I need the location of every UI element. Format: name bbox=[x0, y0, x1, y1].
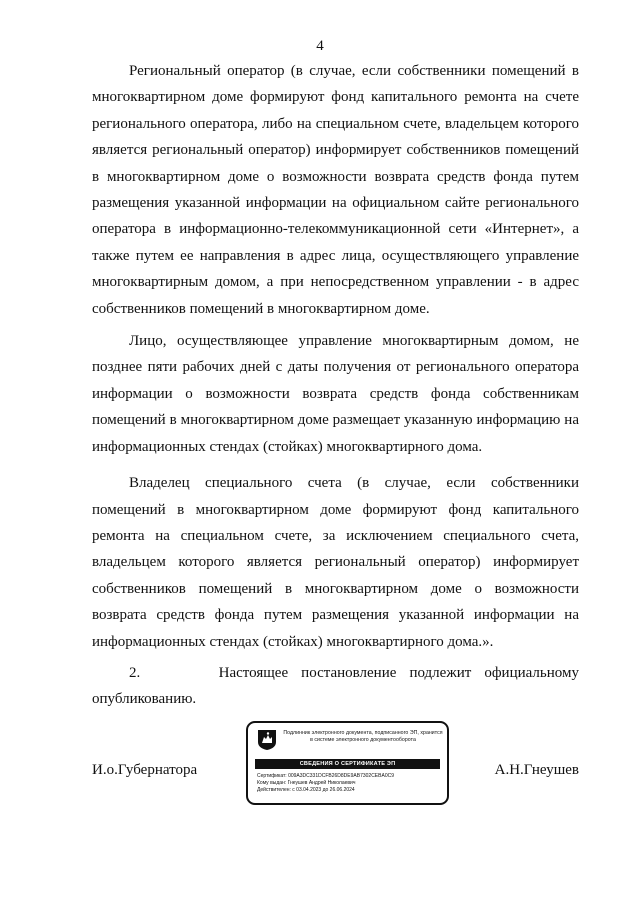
paragraph-regional-operator: Региональный оператор (в случае, если собственники помещений в многоквартирном доме формируют фонд капитального ремонта на счете регионального оператора, либо на специальном счете, владельцем которого является региональный оператор) информирует собственников помещений в многоквартирном доме о возможности возврата средств фонда путем размещения указанной информации на официальном сайте регионального оператора в информационно-телекоммуникационной сети «Интернет», а также путем ее направления в адрес лица, осуществляющего управление многоквартирным домом, а при непосредственном управлении - в адрес собственников помещений в многоквартирном доме. bbox=[92, 63, 579, 317]
signer-role: И.о.Губернатора bbox=[92, 762, 198, 778]
paragraph-special-account-owner: Владелец специального счета (в случае, если собственники помещений в многоквартирном доме формируют фонд капитального ремонта на специальном счете, за исключением специального счета, владельцем которого является региональный оператор) информирует собственников помещений в многоквартирном доме о возможности возврата средств фонда путем размещения указанной информации на информационных стендах (стойках) многоквартирного дома.». bbox=[92, 475, 579, 650]
certificate-row bbox=[257, 773, 443, 780]
electronic-signature-stamp bbox=[246, 721, 449, 805]
page-number: 4 bbox=[316, 38, 324, 54]
issued-to-row bbox=[257, 780, 443, 787]
coat-of-arms-icon bbox=[257, 729, 277, 751]
valid-label: Действителен: bbox=[257, 787, 291, 793]
stamp-details bbox=[257, 773, 443, 794]
issued-to-label: Кому выдан: bbox=[257, 780, 287, 786]
paragraph-publication: 2. Настоящее постановление подлежит официальному опубликованию. bbox=[92, 664, 583, 708]
paragraph-management-person: Лицо, осуществляющее управление многоквартирным домом, не позднее пяти рабочих дней с даты получения от регионального оператора информации о возможности возврата средств фонда собственникам помещений в многоквартирном доме размещает указанную информацию на информационных стендах (стойках) многоквартирного дома. bbox=[92, 333, 579, 455]
valid-value: с 03.04.2023 до 26.06.2024 bbox=[292, 787, 355, 793]
valid-row bbox=[257, 787, 443, 794]
certificate-value: 009A3DC331DCFB26D8DE9AB7302CEBA0C9 bbox=[288, 773, 394, 779]
issued-to-value: Гнеушев Андрей Николаевич bbox=[287, 780, 356, 786]
signer-name: А.Н.Гнеушев bbox=[494, 762, 579, 778]
certificate-label: Сертификат: bbox=[257, 773, 287, 779]
stamp-notice: Подлинник электронного документа, подписанного ЭП, хранится в системе электронного документооборота bbox=[283, 730, 443, 743]
stamp-title: СВЕДЕНИЯ О СЕРТИФИКАТЕ ЭП bbox=[255, 759, 440, 769]
document-body bbox=[92, 58, 583, 713]
